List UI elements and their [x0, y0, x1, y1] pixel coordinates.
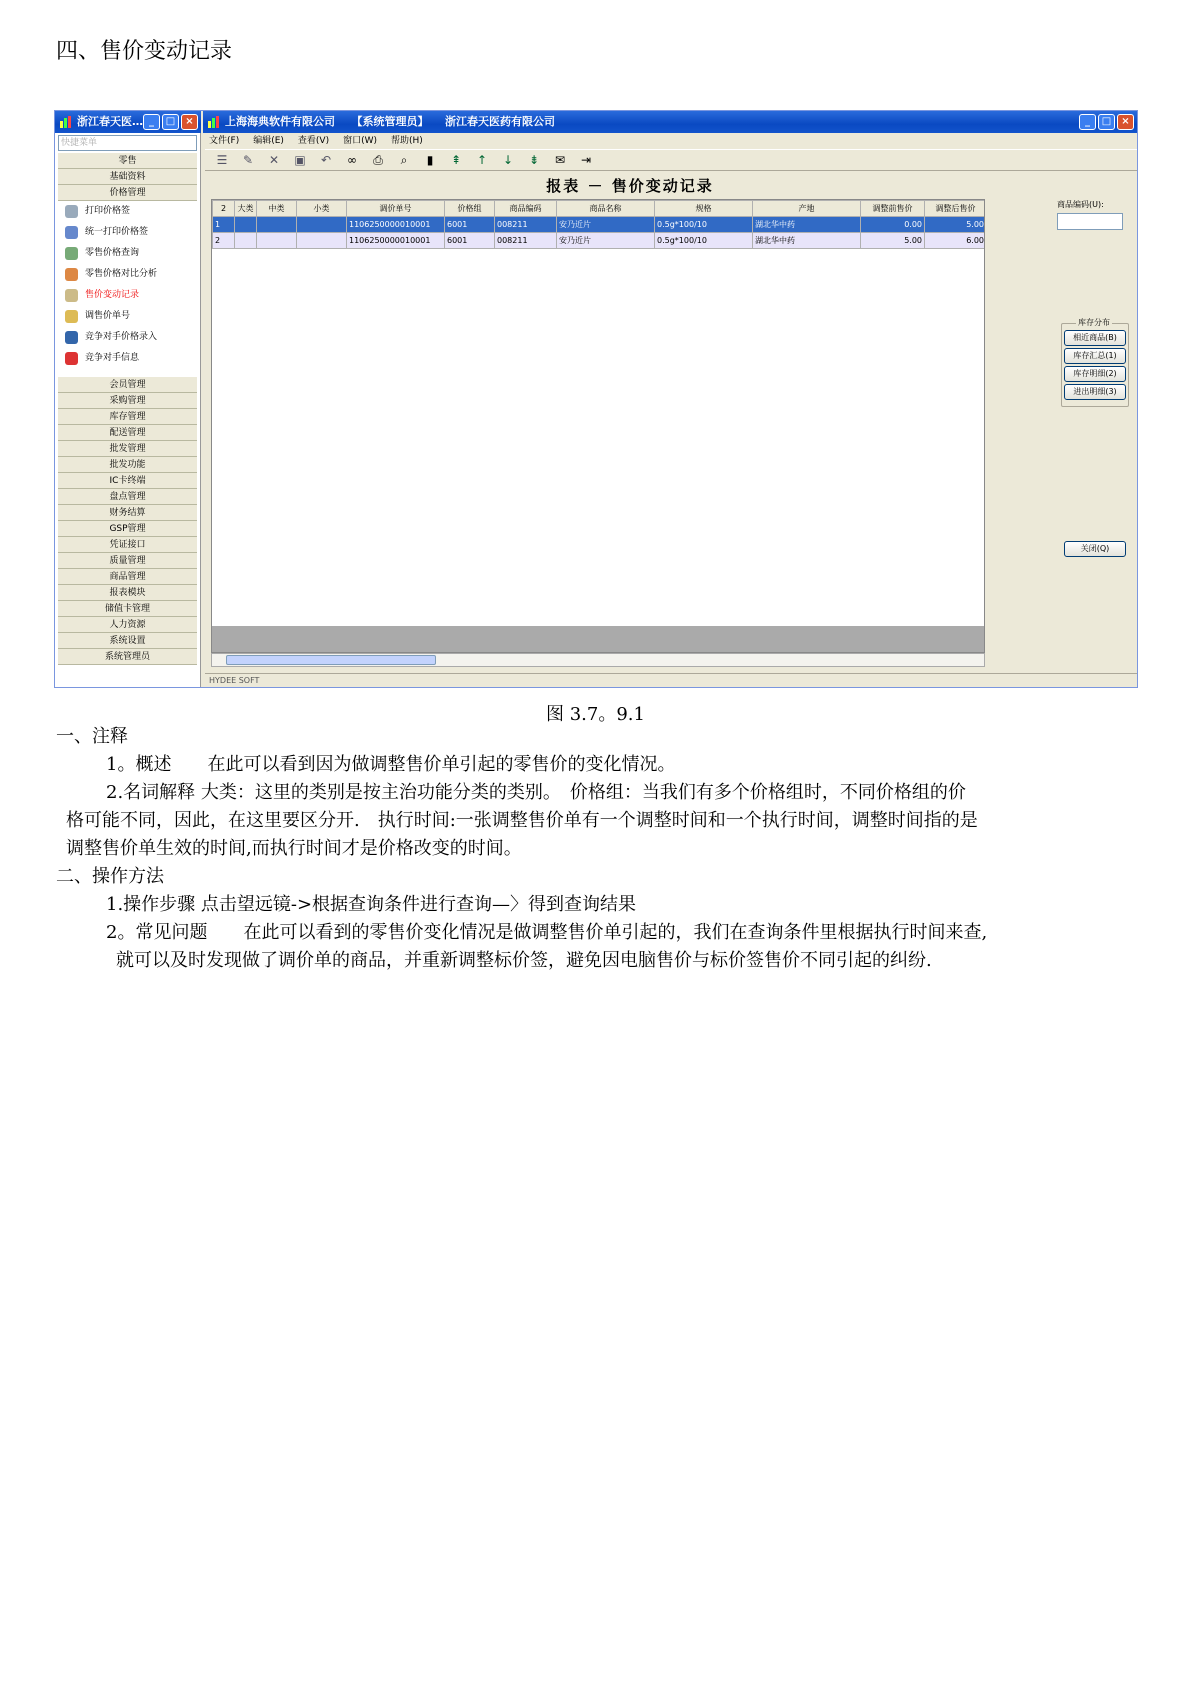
undo-icon[interactable]: ↶ [320, 153, 332, 167]
menu-edit[interactable]: 编辑(E) [253, 136, 284, 146]
nav-item-print-tags[interactable]: 打印价格签 [55, 201, 200, 222]
edit-icon[interactable]: ✎ [242, 153, 254, 167]
close-icon[interactable]: × [1117, 114, 1134, 130]
left-window-titlebar [55, 111, 201, 133]
main-window-titlebar [203, 111, 1137, 133]
s2-item1: 1.操作步骤 点击望远镜->根据查询条件进行查询—〉得到查询结果 [106, 894, 637, 915]
menu-window[interactable]: 窗口(W) [343, 136, 378, 146]
column-header[interactable]: 产地 [753, 201, 861, 217]
nav-bottom-groups [55, 377, 200, 665]
s1-item1: 1。概述 在此可以看到因为做调整售价单引起的零售价的变化情况。 [106, 754, 676, 775]
table-cell: 湖北华中药 [753, 217, 861, 233]
nav-pane [55, 133, 201, 687]
section2-title: 二、操作方法 [56, 866, 164, 887]
column-header[interactable]: 小类 [297, 201, 347, 217]
menu-file[interactable]: 文件(F) [209, 136, 240, 146]
trash-icon [65, 205, 78, 218]
column-header[interactable]: 规格 [655, 201, 753, 217]
print-icon[interactable]: ⎙ [373, 152, 383, 167]
delete-icon[interactable]: ✕ [268, 153, 280, 167]
close-icon[interactable]: × [181, 114, 198, 130]
nav-group[interactable]: 报表模块 [58, 585, 197, 601]
nav-item-competitor-info[interactable]: 竞争对手信息 [55, 348, 200, 369]
main-window-title: 上海海典软件有限公司 【系统管理员】 浙江春天医药有限公司 [225, 115, 555, 128]
s1-item2-line3: 调整售价单生效的时间,而执行时间才是价格改变的时间。 [66, 838, 522, 859]
similar-products-button[interactable]: 相近商品(B) [1064, 330, 1126, 346]
column-header[interactable]: 2 [213, 201, 235, 217]
stock-fieldset [1061, 318, 1129, 407]
binoculars-icon[interactable]: ∞ [347, 153, 357, 167]
nav-group[interactable]: 会员管理 [58, 377, 197, 393]
printer-icon [65, 226, 78, 239]
menu-help[interactable]: 帮助(H) [391, 136, 423, 146]
table-cell: 008211 [495, 233, 557, 249]
first-record-icon[interactable]: ⇞ [450, 153, 462, 167]
table-cell: 安乃近片 [557, 217, 655, 233]
table-cell [235, 233, 257, 249]
status-bar: HYDEE SOFT [205, 673, 1137, 687]
product-code-label: 商品编码(U): [1057, 200, 1104, 209]
preview-icon[interactable]: ⌕ [400, 152, 408, 167]
main-pane [205, 133, 1137, 687]
table-cell: 008211 [495, 217, 557, 233]
nav-group[interactable]: 库存管理 [58, 409, 197, 425]
mail-icon[interactable]: ✉ [554, 153, 566, 167]
info-icon [65, 331, 78, 344]
nav-group[interactable]: 质量管理 [58, 553, 197, 569]
table-cell: 6.00 [925, 233, 986, 249]
next-record-icon[interactable]: ↓ [502, 153, 514, 167]
section-heading: 四、售价变动记录 [56, 39, 233, 64]
table-cell: 5.00 [861, 233, 925, 249]
nav-item-price-compare[interactable]: 零售价格对比分析 [55, 264, 200, 285]
scroll-thumb[interactable] [226, 655, 436, 665]
nav-group[interactable]: GSP管理 [58, 521, 197, 537]
section1-title: 一、注释 [56, 726, 128, 747]
s1-item2-line1: 2.名词解释 大类：这里的类别是按主治功能分类的类别。 价格组：当我们有多个价格组时，不同价格组的价 [106, 782, 966, 803]
nav-item-price-adjust-no[interactable]: 调售价单号 [55, 306, 200, 327]
app-logo-icon [59, 115, 73, 129]
nav-group[interactable]: 凭证接口 [58, 537, 197, 553]
table-row[interactable] [213, 233, 986, 249]
nav-group[interactable]: IC卡终端 [58, 473, 197, 489]
table-cell [297, 217, 347, 233]
table-cell: 安乃近片 [557, 233, 655, 249]
document-icon [65, 247, 78, 260]
column-header[interactable]: 商品名称 [557, 201, 655, 217]
nav-group[interactable]: 储值卡管理 [58, 601, 197, 617]
nav-item-unified-print[interactable]: 统一打印价格签 [55, 222, 200, 243]
table-cell: 1106250000010001 [347, 217, 445, 233]
left-window-title: 浙江春天医… [77, 115, 143, 128]
data-grid [211, 199, 985, 653]
table-cell [257, 233, 297, 249]
menu-bar [205, 133, 1137, 149]
last-record-icon[interactable]: ⇟ [528, 153, 540, 167]
column-header[interactable]: 调整后售价 [925, 201, 986, 217]
table-cell: 0.5g*100/10 [655, 233, 753, 249]
folder-icon [65, 310, 78, 323]
quick-menu-input[interactable]: 快捷菜单 [58, 135, 197, 151]
nav-item-price-change-log[interactable]: 售价变动记录 [55, 285, 200, 306]
prev-record-icon[interactable]: ↑ [476, 153, 488, 167]
grid-empty-area [212, 626, 984, 652]
column-header[interactable]: 调整前售价 [861, 201, 925, 217]
table-cell: 6001 [445, 233, 495, 249]
maximize-icon[interactable]: □ [162, 114, 179, 130]
minimize-icon[interactable]: _ [1079, 114, 1096, 130]
column-header[interactable]: 商品编码 [495, 201, 557, 217]
nav-item-competitor-price[interactable]: 竞争对手价格录入 [55, 327, 200, 348]
table-cell: 1 [213, 217, 235, 233]
nav-group[interactable]: 系统管理员 [58, 649, 197, 665]
side-panel [1057, 199, 1133, 559]
cross-icon [65, 352, 78, 365]
nav-group[interactable]: 配送管理 [58, 425, 197, 441]
nav-group[interactable]: 财务结算 [58, 505, 197, 521]
s2-item2-line1: 2。常见问题 在此可以看到的零售价变化情况是做调整售价单引起的，我们在查询条件里根据执行时间来查, [106, 922, 988, 943]
nav-group[interactable]: 盘点管理 [58, 489, 197, 505]
stock-legend: 库存分布 [1078, 318, 1110, 327]
table-cell [297, 233, 347, 249]
s1-item2-line2: 格可能不同，因此，在这里要区分开. 执行时间:一张调整售价单有一个调整时间和一个执行时间，调整时间指的是 [66, 810, 978, 831]
book-icon [65, 289, 78, 302]
maximize-icon[interactable]: □ [1098, 114, 1115, 130]
stock-summary-button[interactable]: 库存汇总(1) [1064, 348, 1126, 364]
save-icon[interactable]: ▣ [294, 153, 306, 167]
table-cell: 0.00 [861, 217, 925, 233]
nav-sub-items [55, 201, 200, 377]
product-code-input[interactable] [1057, 213, 1123, 230]
chart-icon [65, 268, 78, 281]
stock-detail-button[interactable]: 库存明细(2) [1064, 366, 1126, 382]
nav-group[interactable]: 批发管理 [58, 441, 197, 457]
table-cell: 1106250000010001 [347, 233, 445, 249]
nav-group[interactable]: 商品管理 [58, 569, 197, 585]
app-screenshot [54, 110, 1138, 688]
nav-group[interactable]: 基础资料 [58, 169, 197, 185]
toolbar [205, 149, 1137, 171]
grid-header [213, 201, 986, 217]
nav-group[interactable]: 零售 [58, 153, 197, 169]
nav-group[interactable]: 系统设置 [58, 633, 197, 649]
chart-icon[interactable]: ▮ [426, 153, 434, 167]
table-cell [257, 217, 297, 233]
horizontal-scrollbar[interactable] [211, 653, 985, 667]
exit-icon[interactable]: ⇥ [580, 153, 592, 167]
nav-group[interactable]: 人力资源 [58, 617, 197, 633]
column-header[interactable]: 价格组 [445, 201, 495, 217]
report-title: 报表 － 售价变动记录 [546, 177, 714, 195]
nav-group[interactable]: 价格管理 [58, 185, 197, 201]
nav-group[interactable]: 采购管理 [58, 393, 197, 409]
table-cell: 湖北华中药 [753, 233, 861, 249]
column-header[interactable]: 大类 [235, 201, 257, 217]
minimize-icon[interactable]: _ [143, 114, 160, 130]
table-cell: 0.5g*100/10 [655, 217, 753, 233]
list-icon[interactable]: ☰ [216, 153, 228, 167]
s2-item2-line2: 就可以及时发现做了调价单的商品，并重新调整标价签，避免因电脑售价与标价签售价不同引起的纠纷. [116, 950, 932, 971]
table-cell: 5.00 [925, 217, 986, 233]
nav-group[interactable]: 批发功能 [58, 457, 197, 473]
in-out-detail-button[interactable]: 进出明细(3) [1064, 384, 1126, 400]
table-cell: 6001 [445, 217, 495, 233]
table-cell [235, 217, 257, 233]
figure-caption: 图 3.7。9.1 [546, 704, 645, 725]
column-header[interactable]: 中类 [257, 201, 297, 217]
menu-view[interactable]: 查看(V) [297, 136, 330, 146]
close-button[interactable]: 关闭(Q) [1064, 541, 1126, 557]
app-logo-icon [207, 115, 221, 129]
table-cell: 2 [213, 233, 235, 249]
table-row[interactable] [213, 217, 986, 233]
nav-item-price-query[interactable]: 零售价格查询 [55, 243, 200, 264]
column-header[interactable]: 调价单号 [347, 201, 445, 217]
